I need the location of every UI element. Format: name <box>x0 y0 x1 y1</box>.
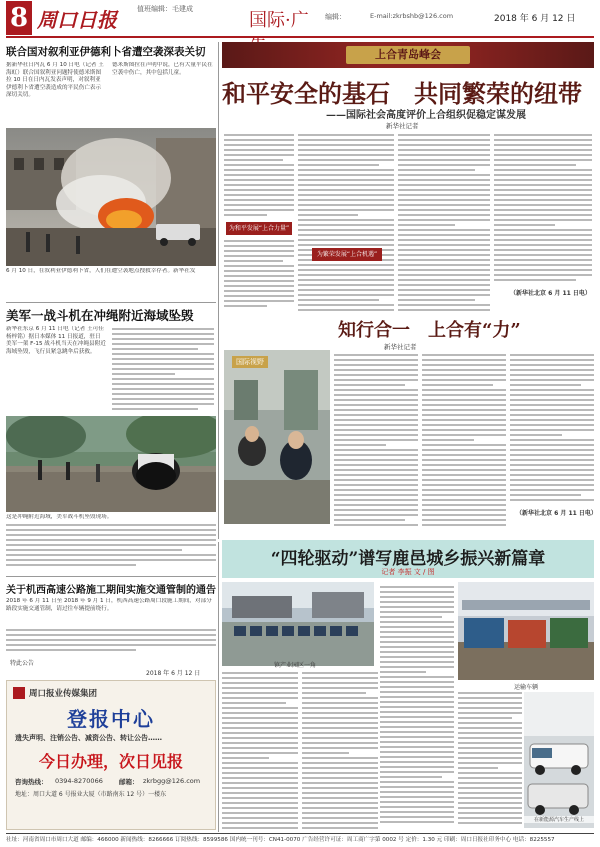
article-body <box>398 134 490 316</box>
notice-title: 关于机西高速公路施工期间实施交通管制的通告 <box>6 585 216 596</box>
feature-subtitle: ——国际社会高度评价上合组织促稳定谋发展 <box>326 110 526 121</box>
second-title: 知行合一 上合有“力” <box>338 320 521 341</box>
column-divider <box>218 42 219 539</box>
editor-label: 编辑： <box>325 13 346 21</box>
truck-photo <box>458 582 594 680</box>
email: E-mail:zkrbshb@126.com <box>370 12 454 20</box>
article-body <box>224 134 294 222</box>
article-body <box>298 134 394 312</box>
industrial-park-photo <box>222 582 374 666</box>
masthead <box>0 0 600 38</box>
article-body <box>510 354 594 504</box>
article-lead-2: 德米斯图拉在声明中说，已有大量平民在空袭中伤亡，其中包括儿童。 <box>112 62 213 76</box>
source-line: （新华社北京 6 月 11 日电） <box>516 510 597 517</box>
ad-email-label: 邮箱： <box>119 778 139 786</box>
photo-caption: 在新能源汽车生产线上 <box>524 816 594 823</box>
section-title: 国际·广 <box>249 10 309 31</box>
notice-sign: 特此公告 <box>10 660 35 667</box>
notice-date: 2018 年 6 月 12 日 <box>146 670 201 677</box>
notice-body: 2018 年 6 月 11 日至 2018 年 9 月 1 日，机西高速公路周口段施工期间，对部分路段实施交通管制，请过往车辆提前绕行。 <box>6 598 212 612</box>
article-body <box>422 354 506 530</box>
feature-main-title: 和平安全的基石 共同繁荣的纽带 <box>222 79 582 108</box>
summit-photo <box>224 350 330 524</box>
bottom-title: “四轮驱动”谱写鹿邑城乡振兴新篇章 <box>270 549 546 569</box>
duty-editor: 值班编辑：毛建成 <box>137 5 193 13</box>
article-lead: 据新华社日内瓦 6 月 10 日电（记者 王海虹）联合国叙利亚问题特使德米斯图拉 10 日在日内瓦发表声明，对叙利亚伊德利卜省遭空袭造成的平民伤亡表示深切关切。 <box>6 62 104 99</box>
photo-caption: 这是冲绳附近海域，美军战斗机坠毁现场。 <box>6 514 113 520</box>
vehicle-line-photo <box>524 692 594 828</box>
ad-logo-icon <box>13 687 25 699</box>
ad-address: 地址：周口大道 6 号报业大厦（市路南东 12 号）一楼东 <box>15 791 167 798</box>
article-body <box>6 524 216 572</box>
article-body <box>458 692 522 828</box>
photo-caption: 运输车辆 <box>513 684 538 691</box>
article-title: 联合国对叙利亚伊德利卜省遭空袭深表关切 <box>6 46 206 58</box>
source-line: （新华社北京 6 月 11 日电） <box>510 290 591 297</box>
ad-slogan: 今日办理，次日见报 <box>38 752 183 771</box>
photo-caption: 镇产业园区一角 <box>273 662 316 669</box>
page-number: 8 <box>6 1 32 35</box>
ad-main-title: 登报中心 <box>67 707 155 731</box>
ad-email[interactable]: zkrbgg@126.com <box>143 777 201 785</box>
crash-photo <box>6 416 216 512</box>
ad-box <box>6 680 216 830</box>
photo-caption: 6 月 10 日，在叙利亚伊德利卜省，人们在遭空袭地点搜救幸存者。新华社发 <box>6 268 196 274</box>
header-rule <box>6 36 594 38</box>
ad-group-title: 周口报业传媒集团 <box>29 689 98 699</box>
ad-services: 遗失声明、注销公告、减资公告、转让公告…… <box>15 734 162 742</box>
footer-info: 社址：河南省周口市周口大道 邮编：466000 新闻热线：8266666 订阅热线：8599586 国内统一刊号：CN41-0070 广告经营许可证：周工商广字第 0002 号 定价：1.30 元 印刷：周口日报社印务中心 电话：8225557 <box>6 837 555 843</box>
notice-body-more <box>6 629 216 657</box>
pull-quote: 为和平发展“上合力量” <box>226 222 292 235</box>
article-body <box>334 354 418 530</box>
photo-tag: 国际视野 <box>232 356 268 368</box>
column-divider <box>218 542 219 832</box>
issue-date: 2018 年 6 月 12 日 <box>494 14 576 24</box>
feature-banner <box>222 42 594 68</box>
article-body <box>494 134 592 286</box>
feature-byline: 新华社记者 <box>386 122 419 130</box>
article-divider <box>6 576 216 577</box>
article-body <box>112 328 214 414</box>
paper-name: 周口日报 <box>37 8 117 32</box>
article-body <box>302 672 378 832</box>
airstrike-photo <box>6 128 216 266</box>
article-lead: 新华社东京 6 月 11 日电（记者 王可佳 杨梓铭）据日本媒体 11 日报道，驻日美军一架 F-15 战斗机当天在冲绳县附近海域坠毁，飞行员紧急跳伞后获救。 <box>6 326 106 355</box>
article-divider <box>6 302 216 303</box>
ad-phone-label: 咨询热线： <box>15 778 48 786</box>
article-body <box>222 672 298 832</box>
article-title: 美军一战斗机在冲绳附近海域坠毁 <box>6 308 194 323</box>
ad-phone[interactable]: 0394-8270066 <box>55 777 103 785</box>
article-body <box>224 240 294 312</box>
pull-quote: 为繁荣发展“上合机遇” <box>312 248 382 261</box>
article-body <box>380 586 454 832</box>
footer-rule <box>6 833 594 834</box>
second-byline: 新华社记者 <box>384 343 417 351</box>
feature-banner-label: 上合青岛峰会 <box>346 46 470 64</box>
bottom-byline: 记者 李振 文 / 图 <box>381 568 435 576</box>
